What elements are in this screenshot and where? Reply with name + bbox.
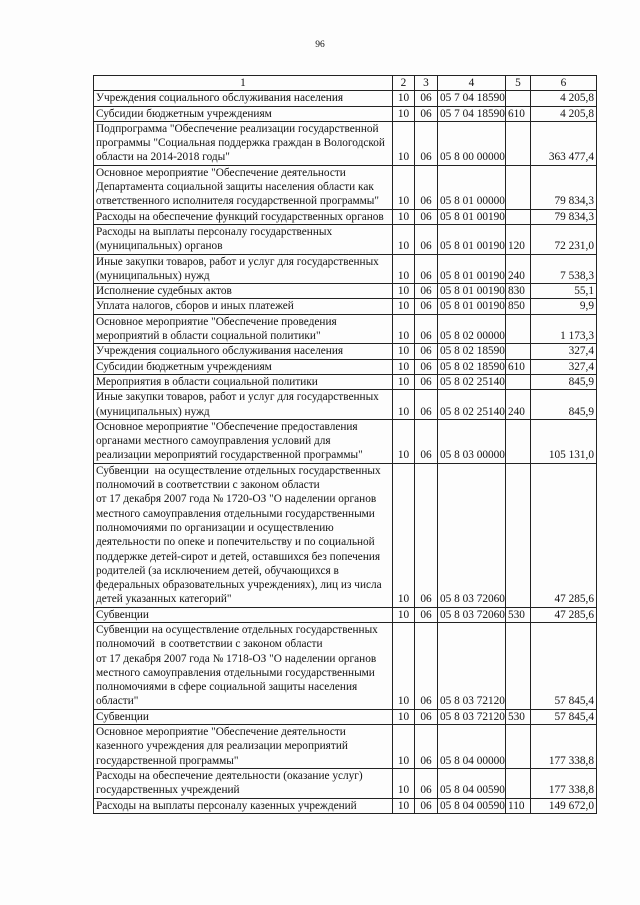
section-code: 10 bbox=[393, 314, 415, 344]
amount: 105 131,0 bbox=[531, 419, 597, 463]
section-code: 10 bbox=[393, 91, 415, 106]
target-article-code: 05 8 01 00000 bbox=[438, 165, 506, 209]
section-code: 10 bbox=[393, 299, 415, 314]
amount: 327,4 bbox=[531, 359, 597, 374]
section-code: 10 bbox=[393, 121, 415, 165]
section-code: 10 bbox=[393, 622, 415, 709]
expense-type-code bbox=[506, 374, 531, 389]
section-code: 10 bbox=[393, 463, 415, 607]
table-row bbox=[94, 314, 597, 344]
subsection-code: 06 bbox=[415, 224, 438, 254]
row-name: Расходы на обеспечение деятельности (оказание услуг) государственных учреждений bbox=[94, 768, 393, 798]
subsection-code: 06 bbox=[415, 314, 438, 344]
target-article-code: 05 8 02 18590 bbox=[438, 359, 506, 374]
row-name: Уплата налогов, сборов и иных платежей bbox=[94, 299, 393, 314]
row-name: Основное мероприятие "Обеспечение деятельности Департамента социальной защиты населения области как ответственного исполнителя государственной программы" bbox=[94, 165, 393, 209]
row-name: Субвенции на осуществление отдельных государственных полномочий в соответствии с законом области от 17 декабря 2007 года № 1720-ОЗ "О наделении органов местного самоуправления отдельными государственными полномочиями по организации и осуществлению деятельности по опеке и попечительству и по социальной поддержке детей-сирот и детей, оставшихся без попечения родителей (за исключением детей, обучающихся в федеральных образовательных учреждениях), лиц из числа детей указанных категорий" bbox=[94, 463, 393, 607]
row-name: Субвенции bbox=[94, 709, 393, 724]
amount: 4 205,8 bbox=[531, 106, 597, 121]
target-article-code: 05 8 01 00190 bbox=[438, 254, 506, 284]
subsection-code: 06 bbox=[415, 607, 438, 622]
subsection-code: 06 bbox=[415, 121, 438, 165]
row-name: Расходы на выплаты персоналу государственных (муниципальных) органов bbox=[94, 224, 393, 254]
target-article-code: 05 8 02 25140 bbox=[438, 390, 506, 420]
subsection-code: 06 bbox=[415, 622, 438, 709]
amount: 1 173,3 bbox=[531, 314, 597, 344]
section-code: 10 bbox=[393, 165, 415, 209]
target-article-code: 05 8 01 00190 bbox=[438, 209, 506, 224]
row-name: Субвенции bbox=[94, 607, 393, 622]
subsection-code: 06 bbox=[415, 106, 438, 121]
row-name: Учреждения социального обслуживания населения bbox=[94, 344, 393, 359]
target-article-code: 05 8 03 72120 bbox=[438, 622, 506, 709]
target-article-code: 05 8 01 00190 bbox=[438, 299, 506, 314]
subsection-code: 06 bbox=[415, 209, 438, 224]
row-name: Основное мероприятие "Обеспечение проведения мероприятий в области социальной политики" bbox=[94, 314, 393, 344]
subsection-code: 06 bbox=[415, 165, 438, 209]
amount: 9,9 bbox=[531, 299, 597, 314]
target-article-code: 05 7 04 18590 bbox=[438, 106, 506, 121]
section-code: 10 bbox=[393, 209, 415, 224]
expense-type-code: 110 bbox=[506, 798, 531, 813]
subsection-code: 06 bbox=[415, 725, 438, 769]
table-row bbox=[94, 284, 597, 299]
expense-type-code: 240 bbox=[506, 390, 531, 420]
subsection-code: 06 bbox=[415, 798, 438, 813]
table-row bbox=[94, 106, 597, 121]
section-code: 10 bbox=[393, 607, 415, 622]
amount: 149 672,0 bbox=[531, 798, 597, 813]
amount: 72 231,0 bbox=[531, 224, 597, 254]
subsection-code: 06 bbox=[415, 374, 438, 389]
expense-type-code bbox=[506, 768, 531, 798]
header-col-2: 2 bbox=[393, 76, 415, 91]
expense-type-code bbox=[506, 91, 531, 106]
section-code: 10 bbox=[393, 419, 415, 463]
target-article-code: 05 8 03 72060 bbox=[438, 463, 506, 607]
subsection-code: 06 bbox=[415, 254, 438, 284]
expense-type-code: 830 bbox=[506, 284, 531, 299]
section-code: 10 bbox=[393, 390, 415, 420]
header-col-4: 4 bbox=[438, 76, 506, 91]
expense-type-code: 120 bbox=[506, 224, 531, 254]
table-row bbox=[94, 299, 597, 314]
target-article-code: 05 8 04 00000 bbox=[438, 725, 506, 769]
table-body bbox=[94, 91, 597, 814]
amount: 7 538,3 bbox=[531, 254, 597, 284]
amount: 57 845,4 bbox=[531, 622, 597, 709]
row-name: Субсидии бюджетным учреждениям bbox=[94, 106, 393, 121]
expense-type-code bbox=[506, 314, 531, 344]
table-row bbox=[94, 622, 597, 709]
target-article-code: 05 7 04 18590 bbox=[438, 91, 506, 106]
amount: 845,9 bbox=[531, 374, 597, 389]
row-name: Основное мероприятие "Обеспечение деятельности казенного учреждения для реализации мероприятий государственной программы" bbox=[94, 725, 393, 769]
table-row bbox=[94, 725, 597, 769]
page-number: 96 bbox=[315, 40, 325, 50]
expense-type-code bbox=[506, 463, 531, 607]
amount: 79 834,3 bbox=[531, 165, 597, 209]
table-row bbox=[94, 91, 597, 106]
table-row bbox=[94, 165, 597, 209]
subsection-code: 06 bbox=[415, 768, 438, 798]
section-code: 10 bbox=[393, 344, 415, 359]
table-row bbox=[94, 359, 597, 374]
section-code: 10 bbox=[393, 359, 415, 374]
header-col-1: 1 bbox=[94, 76, 393, 91]
amount: 79 834,3 bbox=[531, 209, 597, 224]
row-name: Учреждения социального обслуживания населения bbox=[94, 91, 393, 106]
section-code: 10 bbox=[393, 725, 415, 769]
table-row bbox=[94, 419, 597, 463]
target-article-code: 05 8 03 72120 bbox=[438, 709, 506, 724]
subsection-code: 06 bbox=[415, 91, 438, 106]
row-name: Иные закупки товаров, работ и услуг для государственных (муниципальных) нужд bbox=[94, 390, 393, 420]
row-name: Субвенции на осуществление отдельных государственных полномочий в соответствии с законом области от 17 декабря 2007 года № 1718-ОЗ "О наделении органов местного самоуправления отдельными государственными полномочиями в сфере социальной защиты населения области" bbox=[94, 622, 393, 709]
table-row bbox=[94, 390, 597, 420]
target-article-code: 05 8 04 00590 bbox=[438, 798, 506, 813]
section-code: 10 bbox=[393, 374, 415, 389]
expense-type-code bbox=[506, 725, 531, 769]
expense-type-code: 240 bbox=[506, 254, 531, 284]
section-code: 10 bbox=[393, 254, 415, 284]
expense-type-code: 530 bbox=[506, 607, 531, 622]
row-name: Подпрограмма "Обеспечение реализации государственной программы "Социальная поддержка граждан в Вологодской области на 2014-2018 годы" bbox=[94, 121, 393, 165]
subsection-code: 06 bbox=[415, 344, 438, 359]
expense-type-code bbox=[506, 209, 531, 224]
subsection-code: 06 bbox=[415, 299, 438, 314]
target-article-code: 05 8 00 00000 bbox=[438, 121, 506, 165]
table-row bbox=[94, 798, 597, 813]
amount: 47 285,6 bbox=[531, 607, 597, 622]
subsection-code: 06 bbox=[415, 359, 438, 374]
expense-type-code bbox=[506, 165, 531, 209]
amount: 845,9 bbox=[531, 390, 597, 420]
expense-type-code: 610 bbox=[506, 359, 531, 374]
target-article-code: 05 8 01 00190 bbox=[438, 284, 506, 299]
row-name: Мероприятия в области социальной политики bbox=[94, 374, 393, 389]
row-name: Расходы на обеспечение функций государственных органов bbox=[94, 209, 393, 224]
header-col-3: 3 bbox=[415, 76, 438, 91]
table-row bbox=[94, 607, 597, 622]
amount: 57 845,4 bbox=[531, 709, 597, 724]
header-col-5: 5 bbox=[506, 76, 531, 91]
section-code: 10 bbox=[393, 768, 415, 798]
subsection-code: 06 bbox=[415, 390, 438, 420]
table-row bbox=[94, 224, 597, 254]
expense-type-code: 610 bbox=[506, 106, 531, 121]
row-name: Иные закупки товаров, работ и услуг для государственных (муниципальных) нужд bbox=[94, 254, 393, 284]
expense-type-code bbox=[506, 622, 531, 709]
row-name: Основное мероприятие "Обеспечение предоставления органами местного самоуправления условий для реализации мероприятий государственной программы" bbox=[94, 419, 393, 463]
section-code: 10 bbox=[393, 798, 415, 813]
subsection-code: 06 bbox=[415, 419, 438, 463]
table-row bbox=[94, 254, 597, 284]
target-article-code: 05 8 02 18590 bbox=[438, 344, 506, 359]
section-code: 10 bbox=[393, 284, 415, 299]
expense-type-code bbox=[506, 121, 531, 165]
expense-type-code bbox=[506, 419, 531, 463]
amount: 55,1 bbox=[531, 284, 597, 299]
section-code: 10 bbox=[393, 224, 415, 254]
amount: 177 338,8 bbox=[531, 725, 597, 769]
target-article-code: 05 8 02 00000 bbox=[438, 314, 506, 344]
target-article-code: 05 8 03 72060 bbox=[438, 607, 506, 622]
expense-type-code bbox=[506, 344, 531, 359]
amount: 327,4 bbox=[531, 344, 597, 359]
amount: 47 285,6 bbox=[531, 463, 597, 607]
table-row bbox=[94, 768, 597, 798]
table-row bbox=[94, 463, 597, 607]
row-name: Субсидии бюджетным учреждениям bbox=[94, 359, 393, 374]
row-name: Расходы на выплаты персоналу казенных учреждений bbox=[94, 798, 393, 813]
header-row bbox=[94, 76, 597, 91]
row-name: Исполнение судебных актов bbox=[94, 284, 393, 299]
section-code: 10 bbox=[393, 709, 415, 724]
target-article-code: 05 8 01 00190 bbox=[438, 224, 506, 254]
target-article-code: 05 8 03 00000 bbox=[438, 419, 506, 463]
amount: 4 205,8 bbox=[531, 91, 597, 106]
section-code: 10 bbox=[393, 106, 415, 121]
target-article-code: 05 8 02 25140 bbox=[438, 374, 506, 389]
budget-table bbox=[93, 75, 597, 814]
table-row bbox=[94, 374, 597, 389]
subsection-code: 06 bbox=[415, 284, 438, 299]
table-row bbox=[94, 709, 597, 724]
table-row bbox=[94, 121, 597, 165]
target-article-code: 05 8 04 00590 bbox=[438, 768, 506, 798]
expense-type-code: 530 bbox=[506, 709, 531, 724]
table-row bbox=[94, 209, 597, 224]
header-col-6: 6 bbox=[531, 76, 597, 91]
table-row bbox=[94, 344, 597, 359]
subsection-code: 06 bbox=[415, 463, 438, 607]
amount: 177 338,8 bbox=[531, 768, 597, 798]
amount: 363 477,4 bbox=[531, 121, 597, 165]
expense-type-code: 850 bbox=[506, 299, 531, 314]
subsection-code: 06 bbox=[415, 709, 438, 724]
